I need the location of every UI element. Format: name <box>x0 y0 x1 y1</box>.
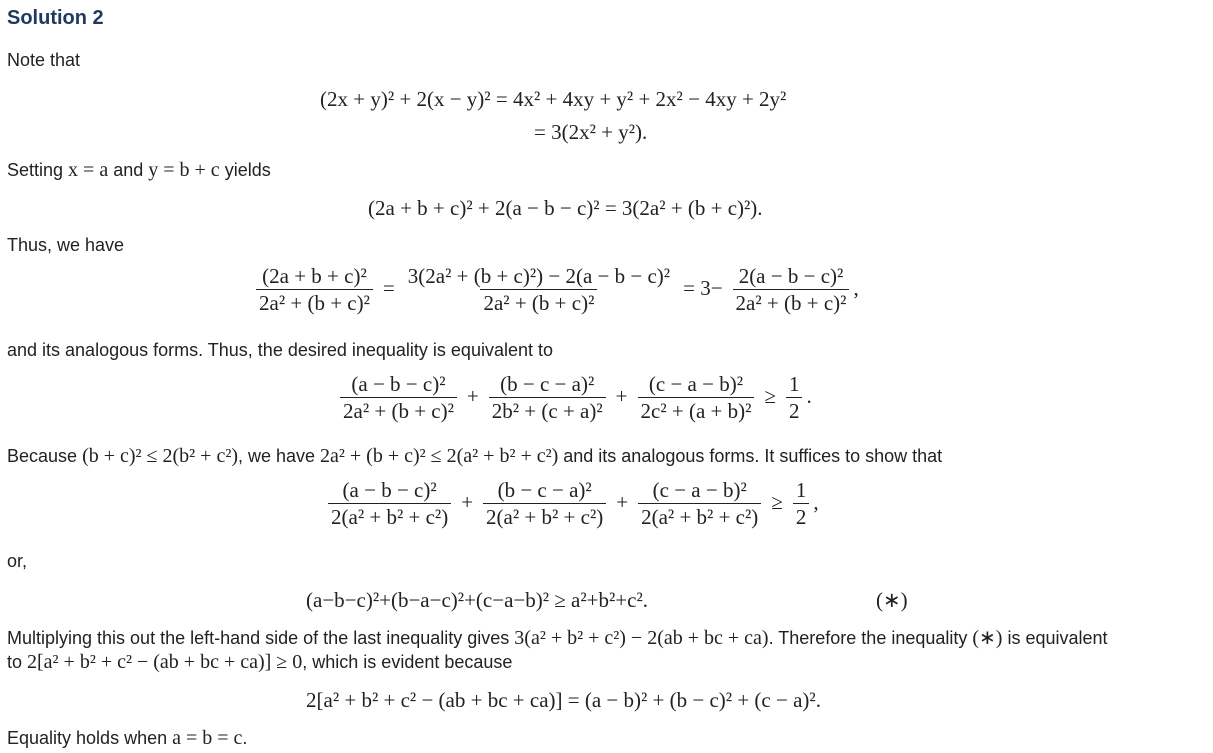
equation-substitution: (2a + b + c)² + 2(a − b − c)² = 3(2a² + (b + c)²). <box>368 196 763 220</box>
equivalent-suffix: , which is evident because <box>302 652 513 672</box>
equality-suffix: . <box>242 728 248 748</box>
geq-sign: ≥ <box>764 384 776 409</box>
numerator: (b − c − a)² <box>497 478 592 502</box>
paragraph-because <box>7 445 942 468</box>
fraction <box>733 264 850 316</box>
paragraph-or: or, <box>7 551 28 571</box>
denominator: 2 <box>793 503 810 530</box>
paragraph-analogous-forms: and its analogous forms. Thus, the desired inequality is equivalent to <box>7 340 553 360</box>
fraction <box>638 372 755 424</box>
setting-math-x: x = a <box>68 159 109 181</box>
paragraph-thus-we-have: Thus, we have <box>7 235 125 255</box>
plus-sign: + <box>461 490 474 515</box>
equals-sign: = <box>382 276 395 301</box>
because-math-2: 2a² + (b + c)² ≤ 2(a² + b² + c²) <box>320 445 559 467</box>
numerator: (2a + b + c)² <box>262 264 367 288</box>
multiplying-prefix: Multiplying this out the left-hand side of the last inequality gives <box>7 628 515 648</box>
numerator: (a − b − c)² <box>351 372 446 396</box>
equivalent-math: 2[a² + b² + c² − (ab + bc + ca)] ≥ 0 <box>27 651 303 673</box>
denominator: 2(a² + b² + c²) <box>328 503 451 530</box>
fraction-one-half <box>793 478 810 530</box>
equality-prefix: Equality holds when <box>7 728 173 748</box>
equation-sum-of-squares: 2[a² + b² + c² − (ab + bc + ca)] = (a − b)² + (b − c)² + (c − a)². <box>306 688 821 712</box>
equation-sufficient-inequality <box>324 478 819 530</box>
numerator: 2(a − b − c)² <box>738 264 844 288</box>
numerator: (c − a − b)² <box>652 478 747 502</box>
numerator: 3(2a² + (b + c)²) − 2(a − b − c)² <box>407 264 671 288</box>
geq-sign: ≥ <box>771 490 783 515</box>
paragraph-equivalent-to <box>7 651 512 674</box>
fraction-one-half <box>786 372 803 424</box>
because-math-1: (b + c)² ≤ 2(b² + c²) <box>82 445 238 467</box>
setting-math-y: y = b + c <box>148 159 220 181</box>
paragraph-equality-holds <box>7 727 247 750</box>
equation-desired-inequality <box>336 372 812 424</box>
denominator: 2b² + (c + a)² <box>489 397 606 424</box>
denominator: 2c² + (a + b)² <box>638 397 755 424</box>
equality-math: a = b = c <box>172 727 243 749</box>
plus-sign: + <box>466 384 479 409</box>
multiplying-suffix: is equivalent <box>1002 628 1108 648</box>
fraction <box>256 264 373 316</box>
fraction <box>405 264 673 316</box>
denominator: 2a² + (b + c)² <box>256 289 373 316</box>
plus-sign: + <box>616 490 629 515</box>
equation-fraction-identity <box>252 264 859 316</box>
numerator: 1 <box>795 478 807 502</box>
setting-prefix: Setting <box>7 160 69 180</box>
equation-star-tag: (∗) <box>876 588 908 612</box>
multiplying-math-1: 3(a² + b² + c²) − 2(ab + bc + ca) <box>514 627 769 649</box>
fraction <box>489 372 606 424</box>
numerator: 1 <box>788 372 800 396</box>
fraction <box>328 478 451 530</box>
comma: , <box>813 490 819 515</box>
paragraph-note-that: Note that <box>7 50 81 70</box>
equivalent-prefix: to <box>7 652 28 672</box>
solution-heading: Solution 2 <box>7 7 104 29</box>
paragraph-setting <box>7 159 271 182</box>
denominator: 2a² + (b + c)² <box>480 289 597 316</box>
period: . <box>806 384 812 409</box>
equation-expansion-line2: = 3(2x² + y²). <box>534 120 648 144</box>
fraction <box>340 372 457 424</box>
fraction <box>638 478 761 530</box>
plus-sign: + <box>615 384 628 409</box>
denominator: 2 <box>786 397 803 424</box>
equation-expansion-line1: (2x + y)² + 2(x − y)² = 4x² + 4xy + y² + 2x² − 4xy + 2y² <box>320 87 787 111</box>
denominator: 2(a² + b² + c²) <box>638 503 761 530</box>
numerator: (b − c − a)² <box>500 372 595 396</box>
denominator: 2(a² + b² + c²) <box>483 503 606 530</box>
fraction <box>483 478 606 530</box>
multiplying-middle: . Therefore the inequality <box>768 628 973 648</box>
paragraph-multiplying <box>7 625 1108 650</box>
comma: , <box>853 276 859 301</box>
denominator: 2a² + (b + c)² <box>733 289 850 316</box>
setting-suffix: yields <box>219 160 271 180</box>
denominator: 2a² + (b + c)² <box>340 397 457 424</box>
numerator: (c − a − b)² <box>648 372 744 396</box>
numerator: (a − b − c)² <box>342 478 437 502</box>
equals-three-minus: = 3− <box>683 276 723 301</box>
because-middle: , we have <box>237 446 321 466</box>
because-suffix: and its analogous forms. It suffices to show that <box>558 446 943 466</box>
because-prefix: Because <box>7 446 83 466</box>
setting-and: and <box>108 160 149 180</box>
multiplying-math-2: (∗) <box>972 627 1003 649</box>
equation-star-inequality: (a−b−c)²+(b−a−c)²+(c−a−b)² ≥ a²+b²+c². <box>306 588 649 612</box>
